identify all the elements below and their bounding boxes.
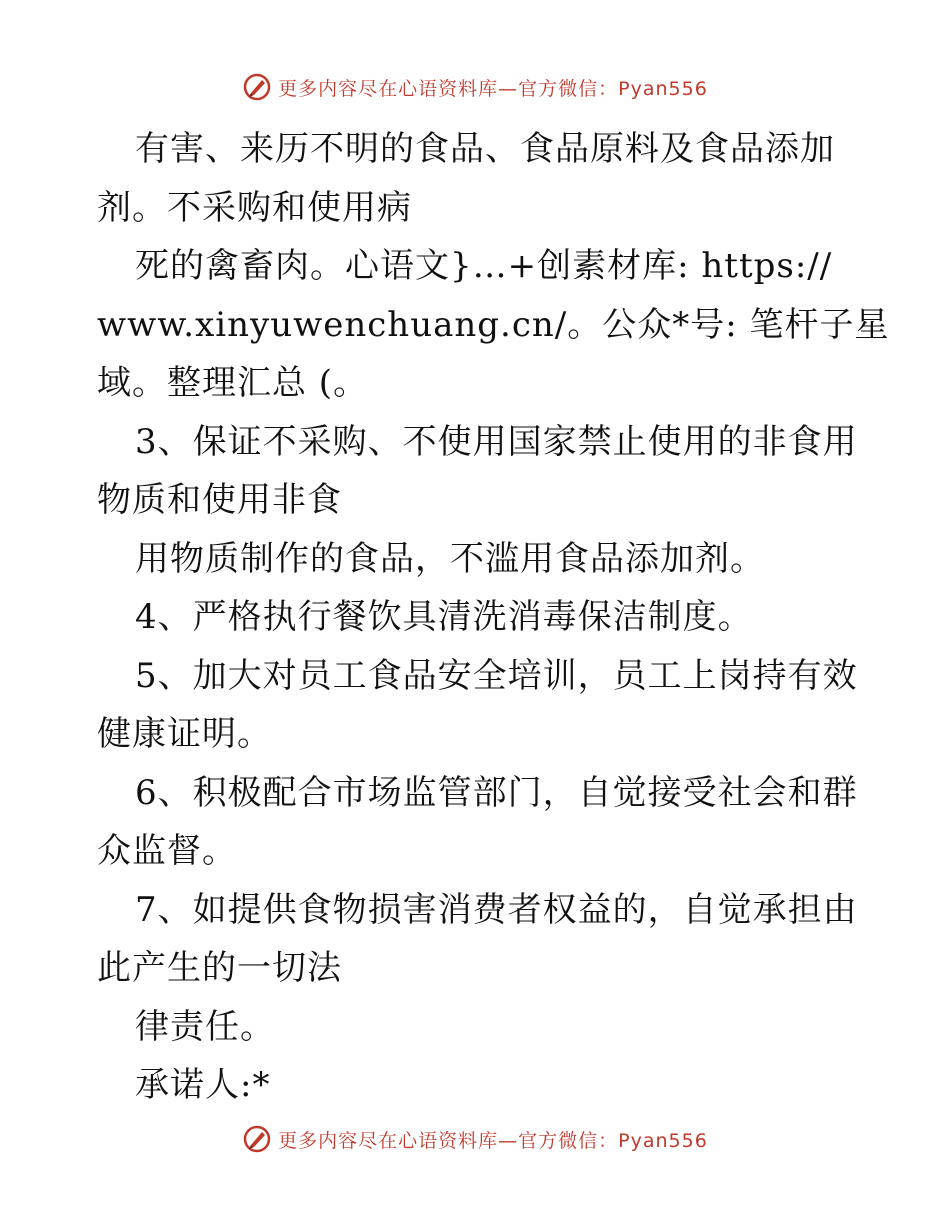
footer-watermark: [0, 1124, 950, 1154]
text-line: 4、严格执行餐饮具清洗消毒保洁制度。: [135, 597, 753, 637]
text-line: 物质和使用非食: [97, 480, 342, 520]
text-line: 5、加大对员工食品安全培训，员工上岗持有效: [135, 655, 858, 696]
text-line: 有害、来历不明的食品、食品原料及食品添加: [135, 129, 835, 169]
text-line: 6、积极配合市场监管部门，自觉接受社会和群: [135, 772, 858, 813]
document-body: [97, 120, 890, 1115]
header-watermark: [0, 72, 950, 102]
text-line: 健康证明。: [97, 714, 272, 754]
text-line: 承诺人:*: [135, 1065, 271, 1105]
text-line: 此产生的一切法: [97, 948, 342, 988]
text-line: www.xinyuwenchuang.cn/。公众*号: 笔杆子星: [97, 304, 890, 345]
text-line: 3、保证不采购、不使用国家禁止使用的非食用: [135, 421, 858, 462]
pen-logo-icon: [242, 72, 272, 102]
text-line: 用物质制作的食品，不滥用食品添加剂。: [135, 538, 765, 579]
text-line: 7、如提供食物损害消费者权益的，自觉承担由: [135, 889, 858, 930]
text-line: 域。整理汇总 (。: [97, 363, 369, 403]
text-line: 死的禽畜肉。心语文}…+创素材库: https://: [135, 246, 833, 286]
text-line: 剂。不采购和使用病: [97, 187, 412, 228]
text-line: 众监督。: [97, 831, 237, 871]
footer-watermark-text: 更多内容尽在心语资料库—官方微信：Pyan556: [278, 1129, 708, 1152]
text-line: 律责任。: [135, 1006, 275, 1047]
pen-logo-icon: [242, 1124, 272, 1154]
header-watermark-text: 更多内容尽在心语资料库—官方微信：Pyan556: [278, 77, 708, 100]
